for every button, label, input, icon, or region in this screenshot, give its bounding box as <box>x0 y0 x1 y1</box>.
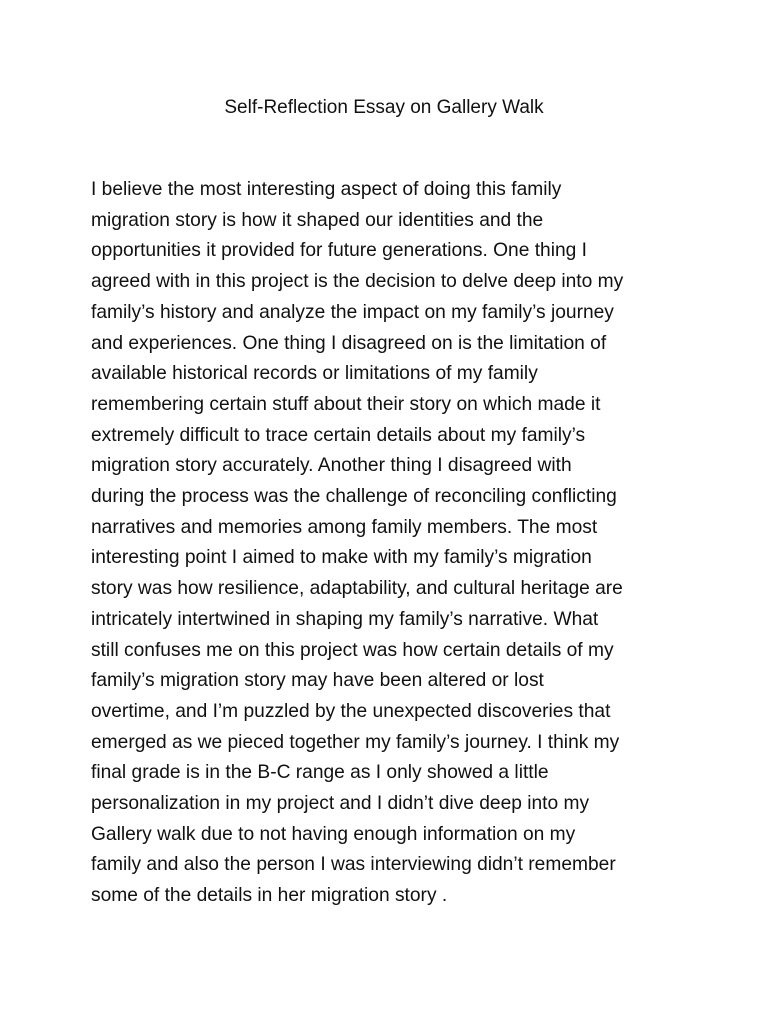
essay-line: story was how resilience, adaptability, and cultural heritage are <box>91 578 623 600</box>
essay-line: family’s history and analyze the impact on my family’s journey <box>91 301 614 323</box>
essay-line: overtime, and I’m puzzled by the unexpected discoveries that <box>91 700 611 722</box>
essay-line: some of the details in her migration story . <box>91 885 448 907</box>
essay-line: during the process was the challenge of reconciling conflicting <box>91 486 617 508</box>
essay-line: and experiences. One thing I disagreed on is the limitation of <box>91 332 607 354</box>
essay-line: Gallery walk due to not having enough information on my <box>91 823 576 845</box>
essay-line: agreed with in this project is the decision to delve deep into my <box>91 271 624 293</box>
essay-line: family and also the person I was interviewing didn’t remember <box>91 854 616 876</box>
essay-line: final grade is in the B-C range as I only showed a little <box>91 762 549 784</box>
essay-line: interesting point I aimed to make with my family’s migration <box>91 547 592 569</box>
essay-line: emerged as we pieced together my family’s journey. I think my <box>91 731 620 753</box>
essay-line: personalization in my project and I didn’t dive deep into my <box>91 793 590 815</box>
essay-line: I believe the most interesting aspect of doing this family <box>91 179 562 200</box>
essay-line: family’s migration story may have been altered or lost <box>91 670 544 692</box>
essay-body <box>91 175 691 912</box>
document-title: Self-Reflection Essay on Gallery Walk <box>224 97 544 118</box>
essay-line: narratives and memories among family members. The most <box>91 516 598 538</box>
essay-line: opportunities it provided for future generations. One thing I <box>91 240 587 262</box>
essay-line: migration story accurately. Another thing I disagreed with <box>91 455 572 477</box>
essay-line: extremely difficult to trace certain details about my family’s <box>91 424 586 446</box>
essay-line: remembering certain stuff about their story on which made it <box>91 393 601 415</box>
essay-line: migration story is how it shaped our identities and the <box>91 209 544 231</box>
essay-line: intricately intertwined in shaping my family’s narrative. What <box>91 608 599 630</box>
essay-line: still confuses me on this project was how certain details of my <box>91 639 614 661</box>
essay-line: available historical records or limitations of my family <box>91 363 538 385</box>
